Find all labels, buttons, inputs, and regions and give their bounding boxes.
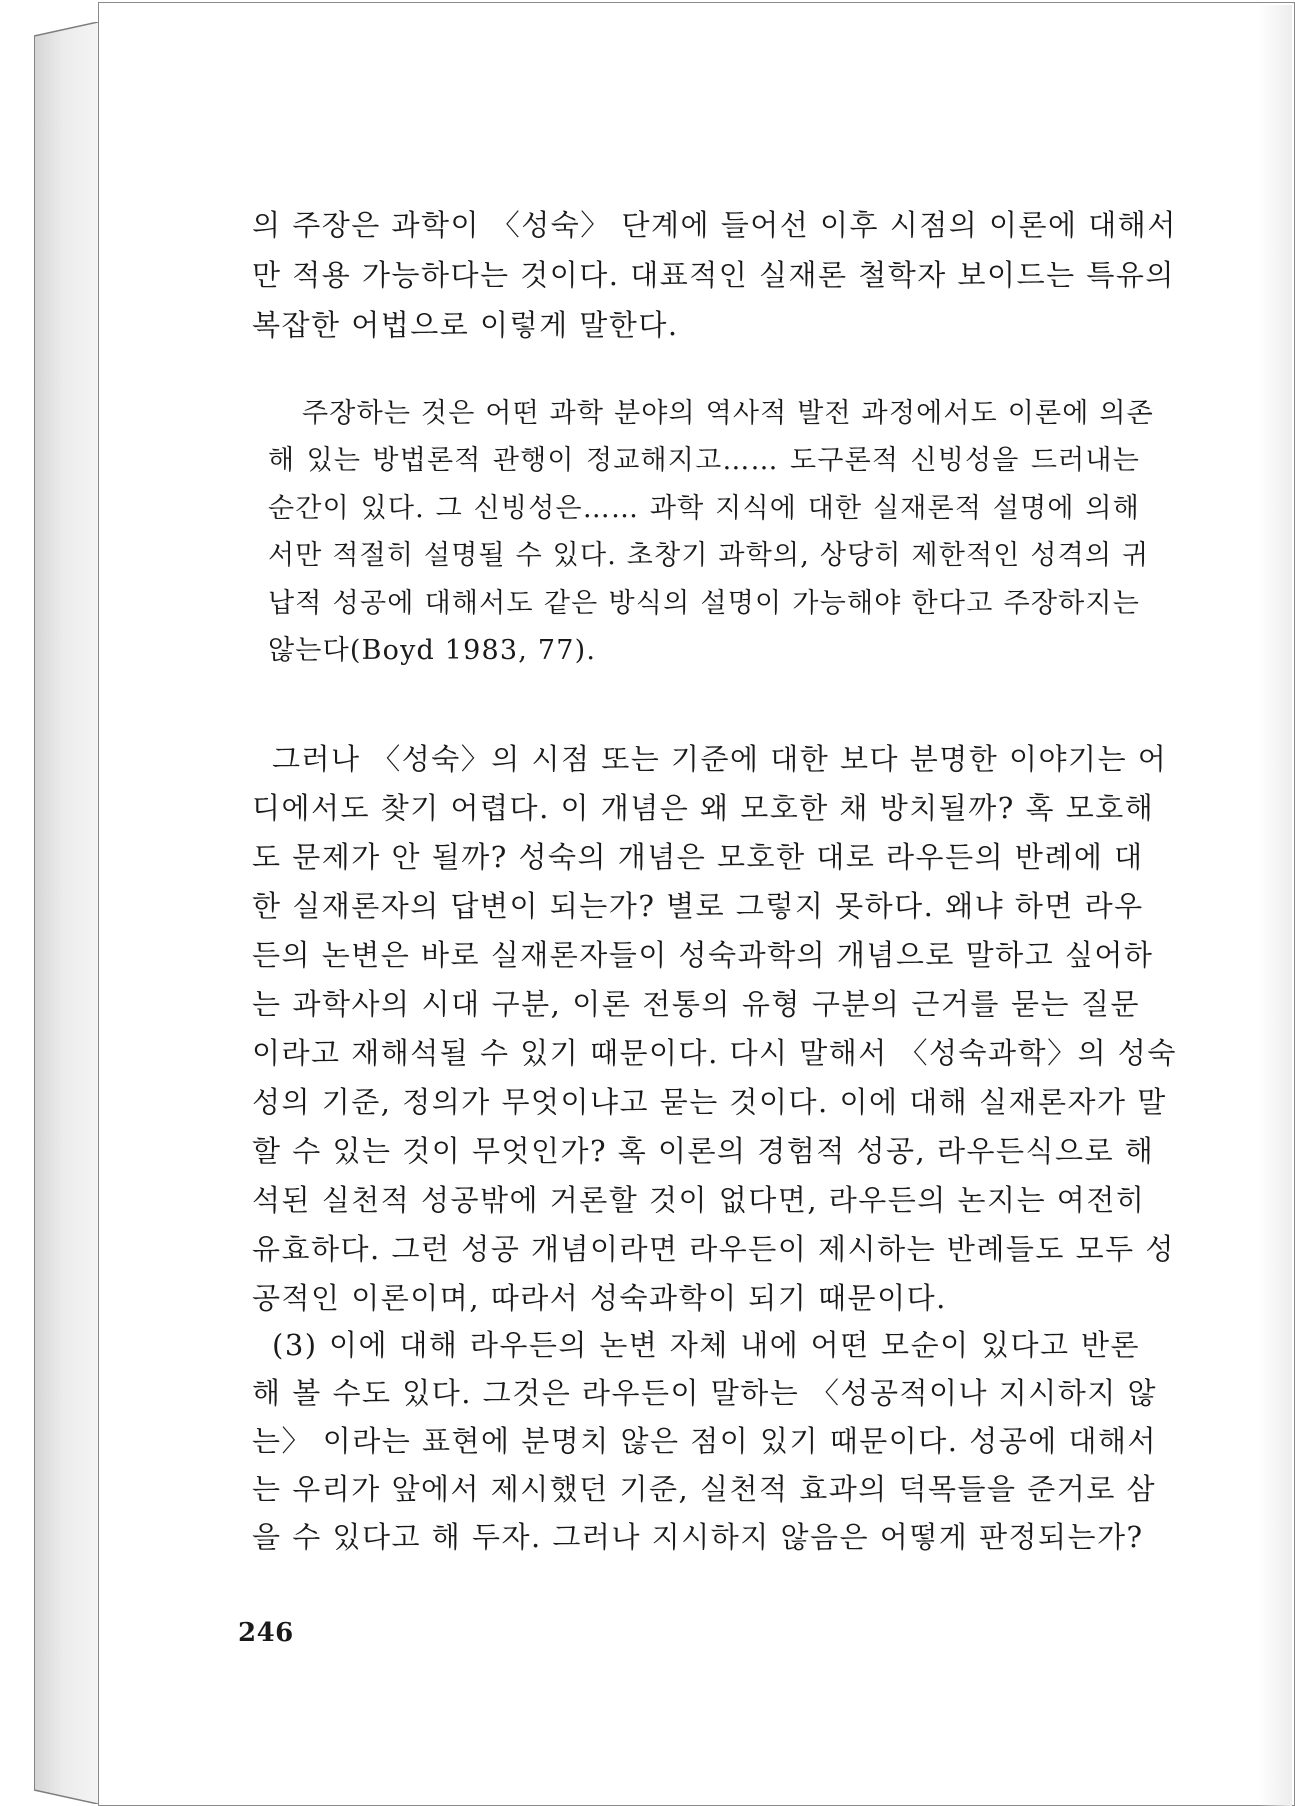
block-quote — [268, 390, 1154, 674]
text-line: 만 적용 가능하다는 것이다. 대표적인 실재론 철학자 보이드는 특유의 — [252, 258, 1175, 292]
page-edge-shading — [1258, 5, 1292, 1806]
quote-line: 해 있는 방법론적 관행이 정교해지고…… 도구론적 신빙성을 드러내는 — [268, 445, 1140, 477]
quote-line: 주장하는 것은 어떤 과학 분야의 역사적 발전 과정에서도 이론에 의존 — [302, 398, 1154, 429]
page-number: 246 — [238, 1618, 294, 1648]
text-line: 는〉 이라는 표현에 분명치 않은 점이 있기 때문이다. 성공에 대해서 — [252, 1424, 1158, 1458]
text-line: 의 주장은 과학이 〈성숙〉 단계에 들어선 이후 시점의 이론에 대해서 — [252, 208, 1177, 242]
text-line: 는 과학사의 시대 구분, 이론 전통의 유형 구분의 근거를 묻는 질문 — [252, 987, 1140, 1021]
text-line: 이라고 재해석될 수 있기 때문이다. 다시 말해서 〈성숙과학〉의 성숙 — [252, 1036, 1177, 1070]
book-spine — [34, 22, 99, 1804]
quote-citation-line: 않는다(Boyd 1983, 77). — [268, 634, 597, 666]
text-line: 한 실재론자의 답변이 되는가? 별로 그렇지 못하다. 왜냐 하면 라우 — [252, 889, 1144, 923]
paragraph-1 — [252, 200, 1177, 350]
text-line: 할 수 있는 것이 무엇인가? 혹 이론의 경험적 성공, 라우든식으로 해 — [252, 1134, 1155, 1168]
text-line: 해 볼 수도 있다. 그것은 라우든이 말하는 〈성공적이나 지시하지 않 — [252, 1376, 1158, 1410]
paragraph-2 — [252, 735, 1177, 1323]
text-line: 을 수 있다고 해 두자. 그러나 지시하지 않음은 어떻게 판정되는가? — [252, 1520, 1144, 1554]
text-line: 유효하다. 그런 성공 개념이라면 라우든이 제시하는 반례들도 모두 성 — [252, 1232, 1175, 1266]
paragraph-3 — [252, 1321, 1158, 1561]
quote-line: 순간이 있다. 그 신빙성은…… 과학 지식에 대한 실재론적 설명에 의해 — [268, 492, 1140, 524]
quote-line: 납적 성공에 대해서도 같은 방식의 설명이 가능해야 한다고 주장하지는 — [268, 587, 1140, 619]
text-line: 는 우리가 앞에서 제시했던 기준, 실천적 효과의 덕목들을 준거로 삼 — [252, 1472, 1157, 1506]
text-line: 복잡한 어법으로 이렇게 말한다. — [252, 308, 679, 342]
text-line: 석된 실천적 성공밖에 거론할 것이 없다면, 라우든의 논지는 여전히 — [252, 1183, 1146, 1217]
text-line: 디에서도 찾기 어렵다. 이 개념은 왜 모호한 채 방치될까? 혹 모호해 — [252, 791, 1155, 825]
text-line: 든의 논변은 바로 실재론자들이 성숙과학의 개념으로 말하고 싶어하 — [252, 938, 1154, 972]
text-line: 도 문제가 안 될까? 성숙의 개념은 모호한 대로 라우든의 반례에 대 — [252, 840, 1144, 874]
quote-line: 서만 적절히 설명될 수 있다. 초창기 과학의, 상당히 제한적인 성격의 귀 — [268, 540, 1150, 572]
text-line: 공적인 이론이며, 따라서 성숙과학이 되기 때문이다. — [252, 1281, 947, 1315]
text-line: 성의 기준, 정의가 무엇이냐고 묻는 것이다. 이에 대해 실재론자가 말 — [252, 1085, 1167, 1119]
text-line: (3) 이에 대해 라우든의 논변 자체 내에 어떤 모순이 있다고 반론 — [272, 1328, 1140, 1362]
text-line: 그러나 〈성숙〉의 시점 또는 기준에 대한 보다 분명한 이야기는 어 — [272, 742, 1168, 776]
